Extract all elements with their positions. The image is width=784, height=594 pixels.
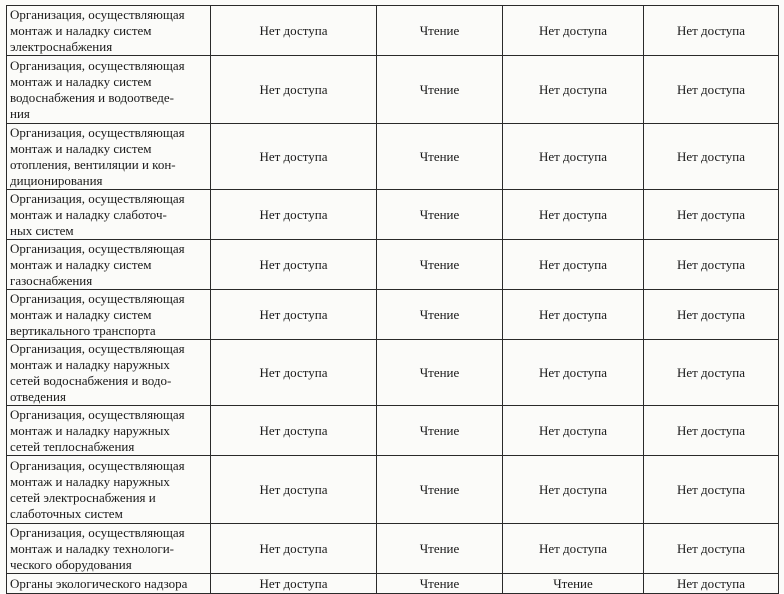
access-level-cell: Нет доступа <box>644 340 779 406</box>
organization-name-line: Организация, осуществляющая <box>10 524 185 540</box>
access-level-cell: Чтение <box>377 290 503 340</box>
organization-name-line: Организация, осуществляющая <box>10 57 185 73</box>
organization-name-line: сетей теплоснабжения <box>10 438 135 454</box>
access-level-cell: Нет доступа <box>503 6 644 56</box>
organization-name-line: слаботочных систем <box>10 505 123 521</box>
table-row <box>7 340 779 406</box>
organization-name-line: монтаж и наладку систем <box>10 256 152 272</box>
table-row <box>7 574 779 594</box>
organization-name-line: Организация, осуществляющая <box>10 240 185 256</box>
access-level-cell: Нет доступа <box>211 524 377 574</box>
access-level-cell: Нет доступа <box>211 6 377 56</box>
access-level-cell: Нет доступа <box>503 290 644 340</box>
access-level-cell: Чтение <box>377 340 503 406</box>
organization-name-line: газоснабжения <box>10 272 93 288</box>
table-row <box>7 240 779 290</box>
access-level-cell: Чтение <box>377 406 503 456</box>
organization-name-line: Органы экологического надзора <box>10 575 188 591</box>
organization-name-line: монтаж и наладку наружных <box>10 473 170 489</box>
organization-name-line: ния <box>10 105 30 121</box>
organization-name-line: монтаж и наладку систем <box>10 140 152 156</box>
organization-name-line: Организация, осуществляющая <box>10 290 185 306</box>
organization-cell <box>7 6 211 56</box>
access-level-cell: Нет доступа <box>211 574 377 594</box>
access-level-cell: Нет доступа <box>211 406 377 456</box>
access-level-cell: Чтение <box>377 524 503 574</box>
access-level-cell: Нет доступа <box>211 240 377 290</box>
access-level-cell: Нет доступа <box>503 524 644 574</box>
table-row <box>7 124 779 190</box>
access-level-cell: Нет доступа <box>503 340 644 406</box>
organization-name-line: отопления, вентиляции и кон- <box>10 156 176 172</box>
access-level-cell: Нет доступа <box>211 456 377 524</box>
access-level-cell: Нет доступа <box>644 6 779 56</box>
table-row <box>7 524 779 574</box>
organization-name-line: диционирования <box>10 172 103 188</box>
access-level-cell: Чтение <box>377 456 503 524</box>
access-level-cell: Чтение <box>377 190 503 240</box>
organization-name-line: монтаж и наладку систем <box>10 73 152 89</box>
organization-name-line: вертикального транспорта <box>10 322 156 338</box>
organization-name-line: Организация, осуществляющая <box>10 340 185 356</box>
access-level-cell: Нет доступа <box>644 406 779 456</box>
organization-cell <box>7 524 211 574</box>
access-level-cell: Чтение <box>503 574 644 594</box>
access-level-cell: Чтение <box>377 574 503 594</box>
access-level-cell: Нет доступа <box>211 190 377 240</box>
organization-name-line: монтаж и наладку наружных <box>10 356 170 372</box>
organization-name-line: ческого оборудования <box>10 556 132 572</box>
access-level-cell: Нет доступа <box>503 456 644 524</box>
table-row <box>7 190 779 240</box>
access-level-cell: Нет доступа <box>644 290 779 340</box>
organization-name-line: монтаж и наладку технологи- <box>10 540 174 556</box>
organization-name-line: водоснабжения и водоотведе- <box>10 89 175 105</box>
access-level-cell: Нет доступа <box>503 190 644 240</box>
table-row <box>7 6 779 56</box>
table-row <box>7 290 779 340</box>
organization-cell <box>7 190 211 240</box>
access-level-cell: Нет доступа <box>211 290 377 340</box>
organization-name-line: электроснабжения <box>10 38 113 54</box>
access-level-cell: Нет доступа <box>644 574 779 594</box>
access-level-cell: Нет доступа <box>503 56 644 124</box>
organization-name-line: Организация, осуществляющая <box>10 457 185 473</box>
organization-cell <box>7 456 211 524</box>
table-body <box>7 6 779 594</box>
organization-name-line: монтаж и наладку слаботоч- <box>10 206 167 222</box>
organization-name-line: Организация, осуществляющая <box>10 406 185 422</box>
organization-name-line: Организация, осуществляющая <box>10 6 185 22</box>
access-level-cell: Нет доступа <box>644 56 779 124</box>
organization-name-line: монтаж и наладку систем <box>10 22 152 38</box>
organization-cell <box>7 56 211 124</box>
table-row <box>7 456 779 524</box>
access-level-cell: Нет доступа <box>503 406 644 456</box>
organization-cell <box>7 406 211 456</box>
access-level-cell: Нет доступа <box>644 190 779 240</box>
organization-name-line: Организация, осуществляющая <box>10 190 185 206</box>
access-level-cell: Чтение <box>377 6 503 56</box>
access-level-cell: Нет доступа <box>644 124 779 190</box>
organization-cell <box>7 340 211 406</box>
organization-name-line: ных систем <box>10 222 74 238</box>
access-level-cell: Нет доступа <box>644 240 779 290</box>
table-row <box>7 56 779 124</box>
access-level-cell: Нет доступа <box>211 340 377 406</box>
access-level-cell: Нет доступа <box>211 56 377 124</box>
access-level-cell: Чтение <box>377 56 503 124</box>
organization-name-line: сетей электроснабжения и <box>10 489 156 505</box>
table-row <box>7 406 779 456</box>
access-level-cell: Нет доступа <box>211 124 377 190</box>
access-level-cell: Нет доступа <box>644 456 779 524</box>
access-level-cell: Нет доступа <box>503 240 644 290</box>
organization-name-line: сетей водоснабжения и водо- <box>10 372 172 388</box>
organization-name-line: Организация, осуществляющая <box>10 124 185 140</box>
access-level-cell: Нет доступа <box>503 124 644 190</box>
organization-name-line: монтаж и наладку наружных <box>10 422 170 438</box>
organization-cell <box>7 290 211 340</box>
organization-name-line: монтаж и наладку систем <box>10 306 152 322</box>
access-rights-table <box>6 5 779 594</box>
organization-name-line: отведения <box>10 388 66 404</box>
access-level-cell: Чтение <box>377 124 503 190</box>
organization-cell <box>7 574 211 594</box>
organization-cell <box>7 240 211 290</box>
access-level-cell: Нет доступа <box>644 524 779 574</box>
organization-cell <box>7 124 211 190</box>
access-level-cell: Чтение <box>377 240 503 290</box>
